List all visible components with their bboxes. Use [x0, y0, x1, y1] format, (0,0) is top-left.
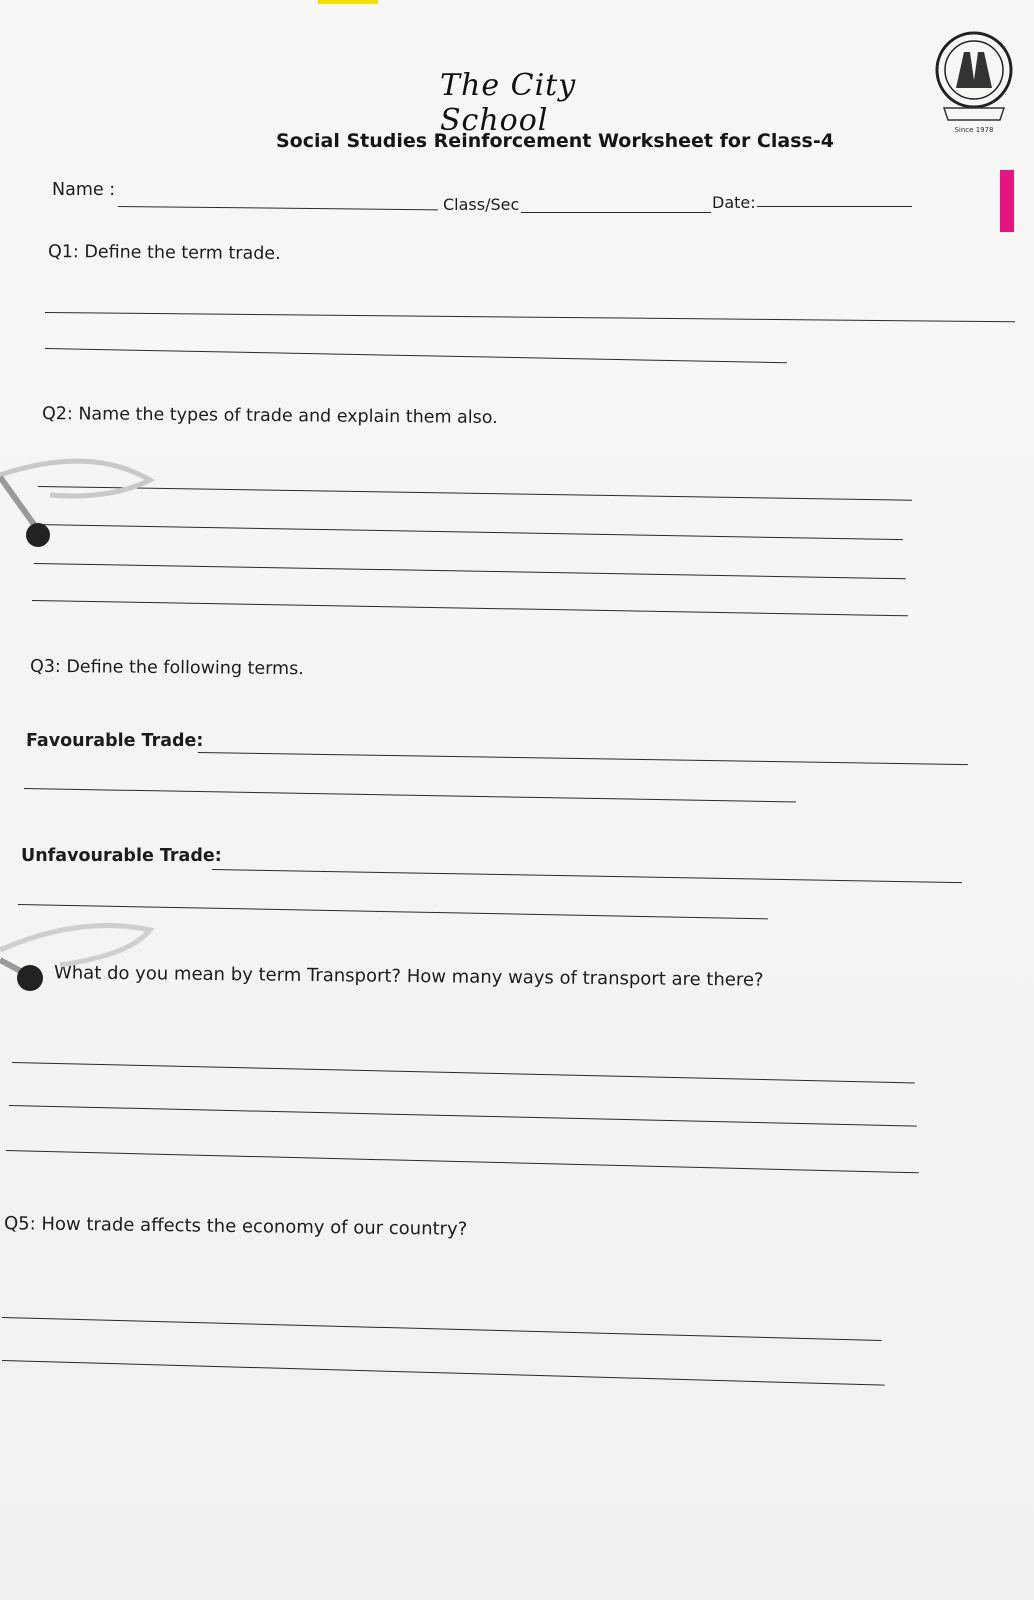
answer-line[interactable] [18, 904, 768, 920]
answer-line[interactable] [198, 752, 968, 765]
answer-line[interactable] [12, 1062, 915, 1084]
answer-line[interactable] [212, 869, 962, 883]
class-sec-label: Class/Sec [443, 195, 520, 214]
school-logo [934, 30, 1014, 135]
question-5: Q5: How trade affects the economy of our country? [3, 1213, 468, 1240]
favourable-trade-label: Favourable Trade: [26, 731, 204, 751]
pink-sticky-tab [1000, 170, 1014, 232]
answer-line[interactable] [45, 348, 787, 364]
date-blank[interactable] [757, 206, 912, 207]
answer-line[interactable] [6, 1150, 919, 1174]
answer-line[interactable] [45, 312, 1015, 323]
date-label: Date: [712, 193, 756, 212]
question-1: Q1: Define the term trade. [47, 241, 281, 265]
binder-clip-icon [0, 455, 160, 555]
unfavourable-trade-label: Unfavourable Trade: [21, 846, 222, 866]
answer-line[interactable] [32, 600, 908, 617]
name-label: Name : [52, 180, 116, 200]
binder-clip-icon [0, 920, 160, 1010]
name-blank[interactable] [118, 206, 438, 211]
question-3: Q3: Define the following terms. [29, 656, 304, 680]
logo-caption: Since 1978 [954, 126, 994, 134]
worksheet-title: Social Studies Reinforcement Worksheet for Class-4 [276, 130, 834, 152]
answer-line[interactable] [24, 788, 796, 803]
answer-line[interactable] [34, 563, 906, 580]
school-name: The City School [440, 68, 577, 138]
yellow-tab-edge [318, 0, 378, 4]
answer-line[interactable] [38, 486, 912, 501]
answer-line[interactable] [2, 1360, 885, 1386]
answer-line[interactable] [35, 524, 903, 541]
question-2: Q2: Name the types of trade and explain them also. [41, 404, 498, 428]
question-4: What do you mean by term Transport? How many ways of transport are there? [53, 962, 764, 991]
answer-line[interactable] [2, 1317, 882, 1341]
class-sec-blank[interactable] [521, 212, 711, 213]
answer-line[interactable] [9, 1105, 917, 1127]
